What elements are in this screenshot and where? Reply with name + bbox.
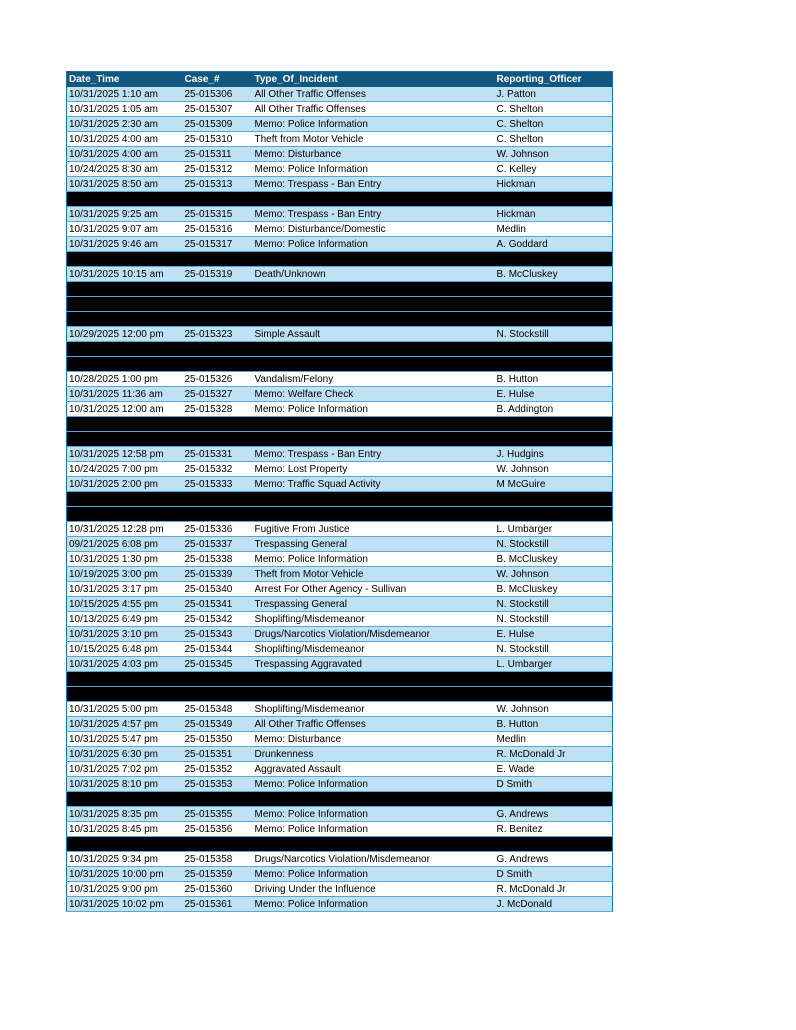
- cell-reporting-officer: W. Johnson: [495, 147, 613, 162]
- table-row: [67, 612, 613, 627]
- table-row: [67, 462, 613, 477]
- cell-reporting-officer: N. Stockstill: [495, 642, 613, 657]
- redacted-cell: [495, 507, 613, 522]
- table-row: [67, 477, 613, 492]
- redacted-cell: [495, 282, 613, 297]
- cell-case-number: 25-015310: [183, 132, 253, 147]
- redacted-cell: [253, 837, 495, 852]
- cell-date-time: 10/31/2025 2:00 pm: [67, 477, 183, 492]
- cell-reporting-officer: Hickman: [495, 177, 613, 192]
- cell-reporting-officer: W. Johnson: [495, 462, 613, 477]
- table-row: [67, 537, 613, 552]
- redacted-cell: [495, 837, 613, 852]
- table-row: [67, 207, 613, 222]
- redacted-cell: [183, 192, 253, 207]
- redacted-cell: [495, 687, 613, 702]
- cell-reporting-officer: E. Wade: [495, 762, 613, 777]
- cell-incident-type: Fugitive From Justice: [253, 522, 495, 537]
- cell-incident-type: Memo: Disturbance: [253, 147, 495, 162]
- redacted-cell: [253, 357, 495, 372]
- table-row: [67, 822, 613, 837]
- cell-incident-type: Memo: Police Information: [253, 867, 495, 882]
- cell-reporting-officer: M McGuire: [495, 477, 613, 492]
- cell-case-number: 25-015340: [183, 582, 253, 597]
- table-row: [67, 147, 613, 162]
- cell-date-time: 10/31/2025 10:15 am: [67, 267, 183, 282]
- cell-case-number: 25-015307: [183, 102, 253, 117]
- cell-incident-type: Memo: Disturbance: [253, 732, 495, 747]
- cell-case-number: 25-015355: [183, 807, 253, 822]
- redacted-cell: [253, 672, 495, 687]
- cell-incident-type: Memo: Traffic Squad Activity: [253, 477, 495, 492]
- cell-date-time: 10/15/2025 6:48 pm: [67, 642, 183, 657]
- redacted-cell: [495, 492, 613, 507]
- cell-case-number: 25-015331: [183, 447, 253, 462]
- cell-reporting-officer: R. McDonald Jr: [495, 747, 613, 762]
- cell-date-time: 10/31/2025 9:46 am: [67, 237, 183, 252]
- redacted-cell: [495, 792, 613, 807]
- redacted-cell: [67, 282, 183, 297]
- cell-date-time: 10/31/2025 9:07 am: [67, 222, 183, 237]
- table-row: [67, 387, 613, 402]
- cell-date-time: 10/31/2025 4:00 am: [67, 147, 183, 162]
- cell-date-time: 10/31/2025 3:10 pm: [67, 627, 183, 642]
- cell-reporting-officer: B. McCluskey: [495, 582, 613, 597]
- table-row: [67, 702, 613, 717]
- cell-date-time: 10/31/2025 1:30 pm: [67, 552, 183, 567]
- cell-incident-type: All Other Traffic Offenses: [253, 717, 495, 732]
- table-row: [67, 102, 613, 117]
- redacted-cell: [183, 492, 253, 507]
- cell-incident-type: Theft from Motor Vehicle: [253, 132, 495, 147]
- cell-date-time: 10/29/2025 12:00 pm: [67, 327, 183, 342]
- cell-reporting-officer: W. Johnson: [495, 702, 613, 717]
- redacted-cell: [253, 792, 495, 807]
- redacted-row: [67, 192, 613, 207]
- cell-incident-type: All Other Traffic Offenses: [253, 102, 495, 117]
- cell-reporting-officer: C. Shelton: [495, 132, 613, 147]
- cell-incident-type: Memo: Trespass - Ban Entry: [253, 447, 495, 462]
- cell-case-number: 25-015328: [183, 402, 253, 417]
- redacted-cell: [183, 342, 253, 357]
- table-row: [67, 657, 613, 672]
- redacted-cell: [253, 192, 495, 207]
- redacted-row: [67, 507, 613, 522]
- cell-case-number: 25-015326: [183, 372, 253, 387]
- redacted-cell: [67, 837, 183, 852]
- cell-reporting-officer: Medlin: [495, 732, 613, 747]
- redacted-cell: [67, 342, 183, 357]
- cell-reporting-officer: L. Umbarger: [495, 657, 613, 672]
- cell-case-number: 25-015360: [183, 882, 253, 897]
- table-row: [67, 852, 613, 867]
- header-case-number: Case_#: [183, 72, 253, 88]
- cell-incident-type: Memo: Police Information: [253, 117, 495, 132]
- cell-incident-type: Memo: Police Information: [253, 822, 495, 837]
- cell-reporting-officer: N. Stockstill: [495, 612, 613, 627]
- redacted-cell: [183, 507, 253, 522]
- cell-incident-type: Shoplifting/Misdemeanor: [253, 702, 495, 717]
- cell-date-time: 10/13/2025 6:49 pm: [67, 612, 183, 627]
- cell-reporting-officer: N. Stockstill: [495, 597, 613, 612]
- cell-case-number: 25-015358: [183, 852, 253, 867]
- redacted-cell: [67, 297, 183, 312]
- cell-date-time: 10/31/2025 9:25 am: [67, 207, 183, 222]
- redacted-cell: [183, 417, 253, 432]
- table-body: [67, 87, 613, 912]
- cell-date-time: 10/31/2025 12:00 am: [67, 402, 183, 417]
- redacted-cell: [183, 672, 253, 687]
- redacted-row: [67, 672, 613, 687]
- table-row: [67, 567, 613, 582]
- redacted-cell: [67, 357, 183, 372]
- cell-incident-type: Memo: Police Information: [253, 777, 495, 792]
- cell-case-number: 25-015344: [183, 642, 253, 657]
- table-row: [67, 747, 613, 762]
- cell-case-number: 25-015309: [183, 117, 253, 132]
- cell-case-number: 25-015345: [183, 657, 253, 672]
- redacted-cell: [183, 687, 253, 702]
- redacted-row: [67, 252, 613, 267]
- redacted-cell: [67, 492, 183, 507]
- cell-case-number: 25-015361: [183, 897, 253, 912]
- table-row: [67, 627, 613, 642]
- cell-reporting-officer: B. Hutton: [495, 372, 613, 387]
- table-row: [67, 897, 613, 912]
- header-type-of-incident: Type_Of_Incident: [253, 72, 495, 88]
- redacted-row: [67, 282, 613, 297]
- redacted-cell: [183, 837, 253, 852]
- table-row: [67, 642, 613, 657]
- cell-reporting-officer: Hickman: [495, 207, 613, 222]
- cell-date-time: 10/19/2025 3:00 pm: [67, 567, 183, 582]
- cell-case-number: 25-015319: [183, 267, 253, 282]
- cell-incident-type: Aggravated Assault: [253, 762, 495, 777]
- cell-case-number: 25-015351: [183, 747, 253, 762]
- cell-reporting-officer: Medlin: [495, 222, 613, 237]
- redacted-cell: [67, 687, 183, 702]
- cell-reporting-officer: C. Kelley: [495, 162, 613, 177]
- cell-incident-type: Memo: Trespass - Ban Entry: [253, 177, 495, 192]
- redacted-cell: [67, 507, 183, 522]
- redacted-row: [67, 342, 613, 357]
- cell-case-number: 25-015352: [183, 762, 253, 777]
- cell-incident-type: Memo: Lost Property: [253, 462, 495, 477]
- table-row: [67, 762, 613, 777]
- redacted-cell: [67, 312, 183, 327]
- cell-case-number: 25-015327: [183, 387, 253, 402]
- redacted-cell: [495, 357, 613, 372]
- cell-case-number: 25-015341: [183, 597, 253, 612]
- redacted-cell: [183, 282, 253, 297]
- cell-case-number: 25-015337: [183, 537, 253, 552]
- cell-case-number: 25-015333: [183, 477, 253, 492]
- table-row: [67, 177, 613, 192]
- cell-date-time: 10/31/2025 5:00 pm: [67, 702, 183, 717]
- redacted-cell: [495, 312, 613, 327]
- redacted-cell: [183, 357, 253, 372]
- cell-reporting-officer: N. Stockstill: [495, 327, 613, 342]
- cell-date-time: 10/31/2025 4:00 am: [67, 132, 183, 147]
- cell-case-number: 25-015359: [183, 867, 253, 882]
- cell-reporting-officer: C. Shelton: [495, 117, 613, 132]
- redacted-row: [67, 792, 613, 807]
- cell-reporting-officer: C. Shelton: [495, 102, 613, 117]
- cell-date-time: 10/31/2025 8:50 am: [67, 177, 183, 192]
- cell-date-time: 10/31/2025 12:58 pm: [67, 447, 183, 462]
- cell-incident-type: Memo: Police Information: [253, 897, 495, 912]
- cell-incident-type: Shoplifting/Misdemeanor: [253, 612, 495, 627]
- cell-incident-type: Memo: Police Information: [253, 162, 495, 177]
- cell-reporting-officer: G. Andrews: [495, 807, 613, 822]
- cell-incident-type: Drugs/Narcotics Violation/Misdemeanor: [253, 852, 495, 867]
- table-row: [67, 132, 613, 147]
- cell-case-number: 25-015356: [183, 822, 253, 837]
- header-reporting-officer: Reporting_Officer: [495, 72, 613, 88]
- cell-case-number: 25-015338: [183, 552, 253, 567]
- table-row: [67, 867, 613, 882]
- table-row: [67, 597, 613, 612]
- redacted-row: [67, 357, 613, 372]
- table-row: [67, 807, 613, 822]
- cell-date-time: 10/31/2025 1:05 am: [67, 102, 183, 117]
- cell-case-number: 25-015315: [183, 207, 253, 222]
- cell-reporting-officer: B. Hutton: [495, 717, 613, 732]
- cell-reporting-officer: D Smith: [495, 867, 613, 882]
- cell-case-number: 25-015312: [183, 162, 253, 177]
- cell-incident-type: Death/Unknown: [253, 267, 495, 282]
- cell-reporting-officer: E. Hulse: [495, 627, 613, 642]
- cell-incident-type: Vandalism/Felony: [253, 372, 495, 387]
- redacted-row: [67, 432, 613, 447]
- redacted-row: [67, 417, 613, 432]
- table-row: [67, 267, 613, 282]
- cell-incident-type: Drunkenness: [253, 747, 495, 762]
- cell-incident-type: Memo: Police Information: [253, 807, 495, 822]
- cell-date-time: 10/24/2025 7:00 pm: [67, 462, 183, 477]
- cell-date-time: 10/31/2025 4:57 pm: [67, 717, 183, 732]
- redacted-cell: [253, 282, 495, 297]
- table-row: [67, 162, 613, 177]
- cell-incident-type: Trespassing Aggravated: [253, 657, 495, 672]
- redacted-cell: [67, 192, 183, 207]
- cell-case-number: 25-015336: [183, 522, 253, 537]
- table-row: [67, 117, 613, 132]
- cell-reporting-officer: N. Stockstill: [495, 537, 613, 552]
- header-date-time: Date_Time: [67, 72, 183, 88]
- table-row: [67, 222, 613, 237]
- cell-date-time: 10/31/2025 10:00 pm: [67, 867, 183, 882]
- redacted-row: [67, 687, 613, 702]
- cell-date-time: 10/31/2025 8:35 pm: [67, 807, 183, 822]
- cell-reporting-officer: R. McDonald Jr: [495, 882, 613, 897]
- cell-incident-type: Memo: Welfare Check: [253, 387, 495, 402]
- redacted-cell: [253, 252, 495, 267]
- cell-date-time: 10/24/2025 8:30 am: [67, 162, 183, 177]
- table-header: [67, 72, 613, 88]
- redacted-cell: [67, 252, 183, 267]
- redacted-cell: [253, 687, 495, 702]
- redacted-cell: [253, 417, 495, 432]
- cell-reporting-officer: B. Addington: [495, 402, 613, 417]
- table-row: [67, 582, 613, 597]
- cell-date-time: 10/31/2025 12:28 pm: [67, 522, 183, 537]
- cell-reporting-officer: W. Johnson: [495, 567, 613, 582]
- cell-case-number: 25-015332: [183, 462, 253, 477]
- cell-case-number: 25-015350: [183, 732, 253, 747]
- table-row: [67, 552, 613, 567]
- incident-log-table: [66, 71, 613, 912]
- cell-date-time: 10/31/2025 2:30 am: [67, 117, 183, 132]
- cell-case-number: 25-015311: [183, 147, 253, 162]
- cell-reporting-officer: D Smith: [495, 777, 613, 792]
- cell-reporting-officer: B. McCluskey: [495, 267, 613, 282]
- cell-date-time: 10/31/2025 3:17 pm: [67, 582, 183, 597]
- cell-case-number: 25-015306: [183, 87, 253, 102]
- cell-case-number: 25-015353: [183, 777, 253, 792]
- cell-date-time: 10/31/2025 9:00 pm: [67, 882, 183, 897]
- redacted-cell: [183, 312, 253, 327]
- cell-date-time: 10/31/2025 6:30 pm: [67, 747, 183, 762]
- cell-case-number: 25-015342: [183, 612, 253, 627]
- redacted-cell: [495, 342, 613, 357]
- redacted-cell: [495, 417, 613, 432]
- table-row: [67, 327, 613, 342]
- cell-case-number: 25-015313: [183, 177, 253, 192]
- table-row: [67, 882, 613, 897]
- cell-incident-type: Shoplifting/Misdemeanor: [253, 642, 495, 657]
- cell-incident-type: Memo: Police Information: [253, 552, 495, 567]
- cell-case-number: 25-015343: [183, 627, 253, 642]
- cell-reporting-officer: B. McCluskey: [495, 552, 613, 567]
- cell-reporting-officer: E. Hulse: [495, 387, 613, 402]
- redacted-cell: [183, 297, 253, 312]
- cell-case-number: 25-015317: [183, 237, 253, 252]
- cell-incident-type: Drugs/Narcotics Violation/Misdemeanor: [253, 627, 495, 642]
- cell-reporting-officer: J. Hudgins: [495, 447, 613, 462]
- table-row: [67, 522, 613, 537]
- cell-reporting-officer: R. Benitez: [495, 822, 613, 837]
- table-row: [67, 372, 613, 387]
- table-row: [67, 402, 613, 417]
- cell-date-time: 10/31/2025 5:47 pm: [67, 732, 183, 747]
- cell-date-time: 10/31/2025 11:36 am: [67, 387, 183, 402]
- cell-case-number: 25-015339: [183, 567, 253, 582]
- redacted-cell: [253, 432, 495, 447]
- cell-case-number: 25-015349: [183, 717, 253, 732]
- redacted-cell: [253, 492, 495, 507]
- table-row: [67, 87, 613, 102]
- cell-date-time: 10/31/2025 8:10 pm: [67, 777, 183, 792]
- redacted-cell: [495, 192, 613, 207]
- cell-reporting-officer: J. Patton: [495, 87, 613, 102]
- redacted-cell: [253, 342, 495, 357]
- cell-date-time: 10/31/2025 10:02 pm: [67, 897, 183, 912]
- cell-incident-type: Memo: Police Information: [253, 237, 495, 252]
- redacted-cell: [67, 432, 183, 447]
- cell-incident-type: Arrest For Other Agency - Sullivan: [253, 582, 495, 597]
- cell-date-time: 10/31/2025 1:10 am: [67, 87, 183, 102]
- table-row: [67, 717, 613, 732]
- header-row: [67, 72, 613, 88]
- cell-date-time: 10/31/2025 9:34 pm: [67, 852, 183, 867]
- cell-incident-type: Memo: Police Information: [253, 402, 495, 417]
- cell-date-time: 10/28/2025 1:00 pm: [67, 372, 183, 387]
- redacted-cell: [67, 417, 183, 432]
- redacted-row: [67, 297, 613, 312]
- redacted-cell: [183, 432, 253, 447]
- redacted-cell: [183, 792, 253, 807]
- cell-incident-type: All Other Traffic Offenses: [253, 87, 495, 102]
- cell-reporting-officer: L. Umbarger: [495, 522, 613, 537]
- cell-incident-type: Trespassing General: [253, 597, 495, 612]
- cell-date-time: 10/31/2025 4:03 pm: [67, 657, 183, 672]
- table-row: [67, 237, 613, 252]
- table-row: [67, 447, 613, 462]
- cell-date-time: 10/31/2025 7:02 pm: [67, 762, 183, 777]
- cell-case-number: 25-015348: [183, 702, 253, 717]
- cell-date-time: 10/15/2025 4:55 pm: [67, 597, 183, 612]
- cell-incident-type: Memo: Trespass - Ban Entry: [253, 207, 495, 222]
- redacted-cell: [67, 792, 183, 807]
- cell-case-number: 25-015316: [183, 222, 253, 237]
- table-row: [67, 777, 613, 792]
- redacted-row: [67, 492, 613, 507]
- cell-date-time: 09/21/2025 6:08 pm: [67, 537, 183, 552]
- cell-reporting-officer: J. McDonald: [495, 897, 613, 912]
- cell-incident-type: Trespassing General: [253, 537, 495, 552]
- redacted-cell: [253, 297, 495, 312]
- redacted-cell: [495, 252, 613, 267]
- cell-incident-type: Driving Under the Influence: [253, 882, 495, 897]
- redacted-cell: [495, 432, 613, 447]
- redacted-cell: [495, 672, 613, 687]
- cell-case-number: 25-015323: [183, 327, 253, 342]
- redacted-cell: [67, 672, 183, 687]
- redacted-cell: [253, 312, 495, 327]
- table-row: [67, 732, 613, 747]
- redacted-cell: [183, 252, 253, 267]
- cell-incident-type: Simple Assault: [253, 327, 495, 342]
- cell-incident-type: Memo: Disturbance/Domestic: [253, 222, 495, 237]
- cell-date-time: 10/31/2025 8:45 pm: [67, 822, 183, 837]
- cell-reporting-officer: A. Goddard: [495, 237, 613, 252]
- redacted-cell: [253, 507, 495, 522]
- redacted-cell: [495, 297, 613, 312]
- cell-incident-type: Theft from Motor Vehicle: [253, 567, 495, 582]
- redacted-row: [67, 837, 613, 852]
- redacted-row: [67, 312, 613, 327]
- cell-reporting-officer: G. Andrews: [495, 852, 613, 867]
